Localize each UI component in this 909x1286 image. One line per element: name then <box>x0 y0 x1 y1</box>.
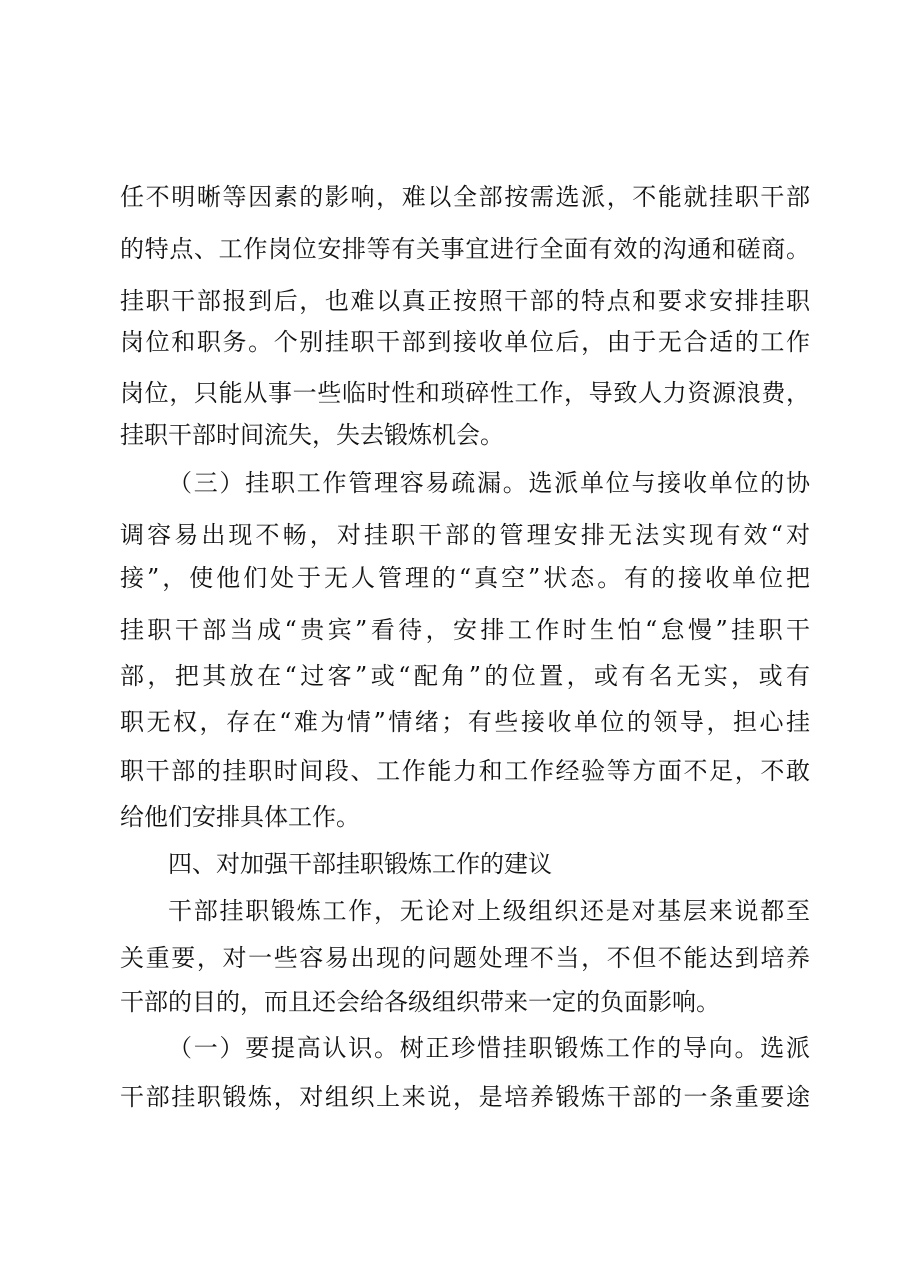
text-line: 职干部的挂职时间段、工作能力和工作经验等方面不足，不敢 <box>120 757 810 785</box>
section-heading: 四、对加强干部挂职锻炼工作的建议 <box>168 850 552 878</box>
text-line: 职无权，存在“难为情”情绪；有些接收单位的领导，担心挂 <box>120 708 810 736</box>
text-line: 挂职干部时间流失，失去锻炼机会。 <box>120 421 504 449</box>
text-line: 岗位和职务。个别挂职干部到接收单位后，由于无合适的工作 <box>120 328 810 356</box>
text-line: 干部挂职锻炼，对组织上来说，是培养锻炼干部的一条重要途 <box>120 1083 810 1111</box>
text-line: 调容易出现不畅，对挂职干部的管理安排无法实现有效“对 <box>120 521 810 549</box>
text-line: 干部挂职锻炼工作，无论对上级组织还是对基层来说都至 <box>168 897 810 925</box>
text-line: 岗位，只能从事一些临时性和琐碎性工作，导致人力资源浪费， <box>120 379 810 407</box>
paragraph-heading-line: （一）要提高认识。树正珍惜挂职锻炼工作的导向。选派 <box>168 1034 810 1062</box>
text-line: 干部的目的，而且还会给各级组织带来一定的负面影响。 <box>120 988 720 1016</box>
text-line: 接”，使他们处于无人管理的“真空”状态。有的接收单位把 <box>120 564 810 592</box>
text-line: 部，把其放在“过客”或“配角”的位置，或有名无实，或有 <box>120 662 810 690</box>
paragraph-heading-line: （三）挂职工作管理容易疏漏。选派单位与接收单位的协 <box>168 469 810 497</box>
text-line: 给他们安排具体工作。 <box>120 803 360 831</box>
text-line: 的特点、工作岗位安排等有关事宜进行全面有效的沟通和磋商。 <box>120 235 810 263</box>
text-line: 挂职干部报到后，也难以真正按照干部的特点和要求安排挂职 <box>120 287 810 315</box>
text-line: 挂职干部当成“贵宾”看待，安排工作时生怕“怠慢”挂职干 <box>120 616 810 644</box>
text-line: 关重要，对一些容易出现的问题处理不当，不但不能达到培养 <box>120 944 810 972</box>
text-line: 任不明晰等因素的影响，难以全部按需选派，不能就挂职干部 <box>120 183 810 211</box>
